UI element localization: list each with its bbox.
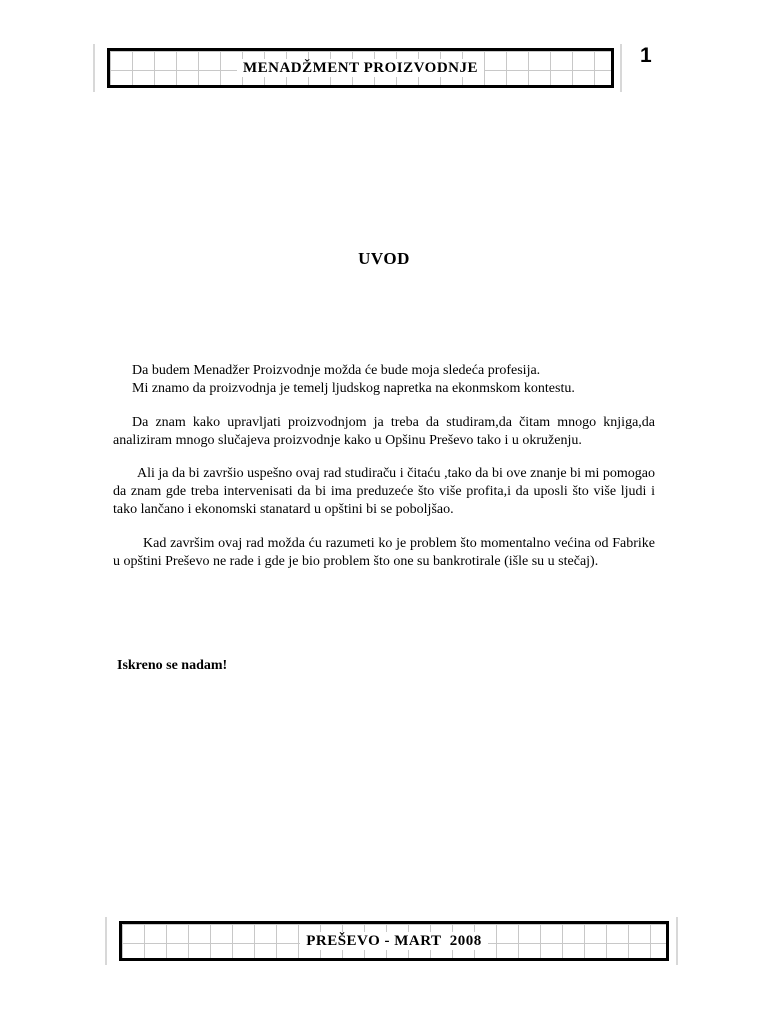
intro-line-1: Da budem Menadžer Proizvodnje možda će bude moja sledeća profesija. [132,363,541,378]
footer-left-edge [105,917,107,965]
paragraph-4-text: Kad završim ovaj rad možda ću razumeti ko je problem što momentalno većina od Fabrike u opštini Preševo ne rade i gde je bio problem što one su bankrotirale (išle su u stečaj). [113,536,655,569]
header-banner [107,48,614,88]
header-right-edge [620,44,622,92]
section-heading: UVOD [358,249,410,268]
paragraph-3-text: Ali ja da bi završio uspešno ovaj rad studiraču i čitaću ,tako da bi ove znanje bi mi pomogao da znam gde treba intervenisati da bi ima preduzeće što više profita,i da uposli što više ljudi i tako lančano i ekonomski stanatard u opštini bi se poboljšao. [113,466,655,517]
closing-line: Iskreno se nadam! [117,658,228,673]
paragraph-2-text: Da znam kako upravljati proizvodnjom ja treba da studiram,da čitam mnogo knjiga,da analiziram mnogo slučajeva proizvodnje kako u Opšinu Preševo tako i u okruženju. [113,415,655,448]
intro-line-2: Mi znamo da proizvodnja je temelj ljudskog napretka na ekonmskom kontestu. [132,381,575,396]
paragraph-3 [113,465,655,519]
paragraph-4 [113,535,655,571]
header-left-edge [93,44,95,92]
page-number: 1 [640,44,652,67]
paragraph-2 [113,414,655,450]
footer-right-edge [676,917,678,965]
footer-banner [119,921,669,961]
footer-banner-title: PREŠEVO - MART 2008 [300,932,488,950]
intro-paragraph [113,362,655,398]
header-banner-title: MENADŽMENT PROIZVODNJE [237,59,484,77]
